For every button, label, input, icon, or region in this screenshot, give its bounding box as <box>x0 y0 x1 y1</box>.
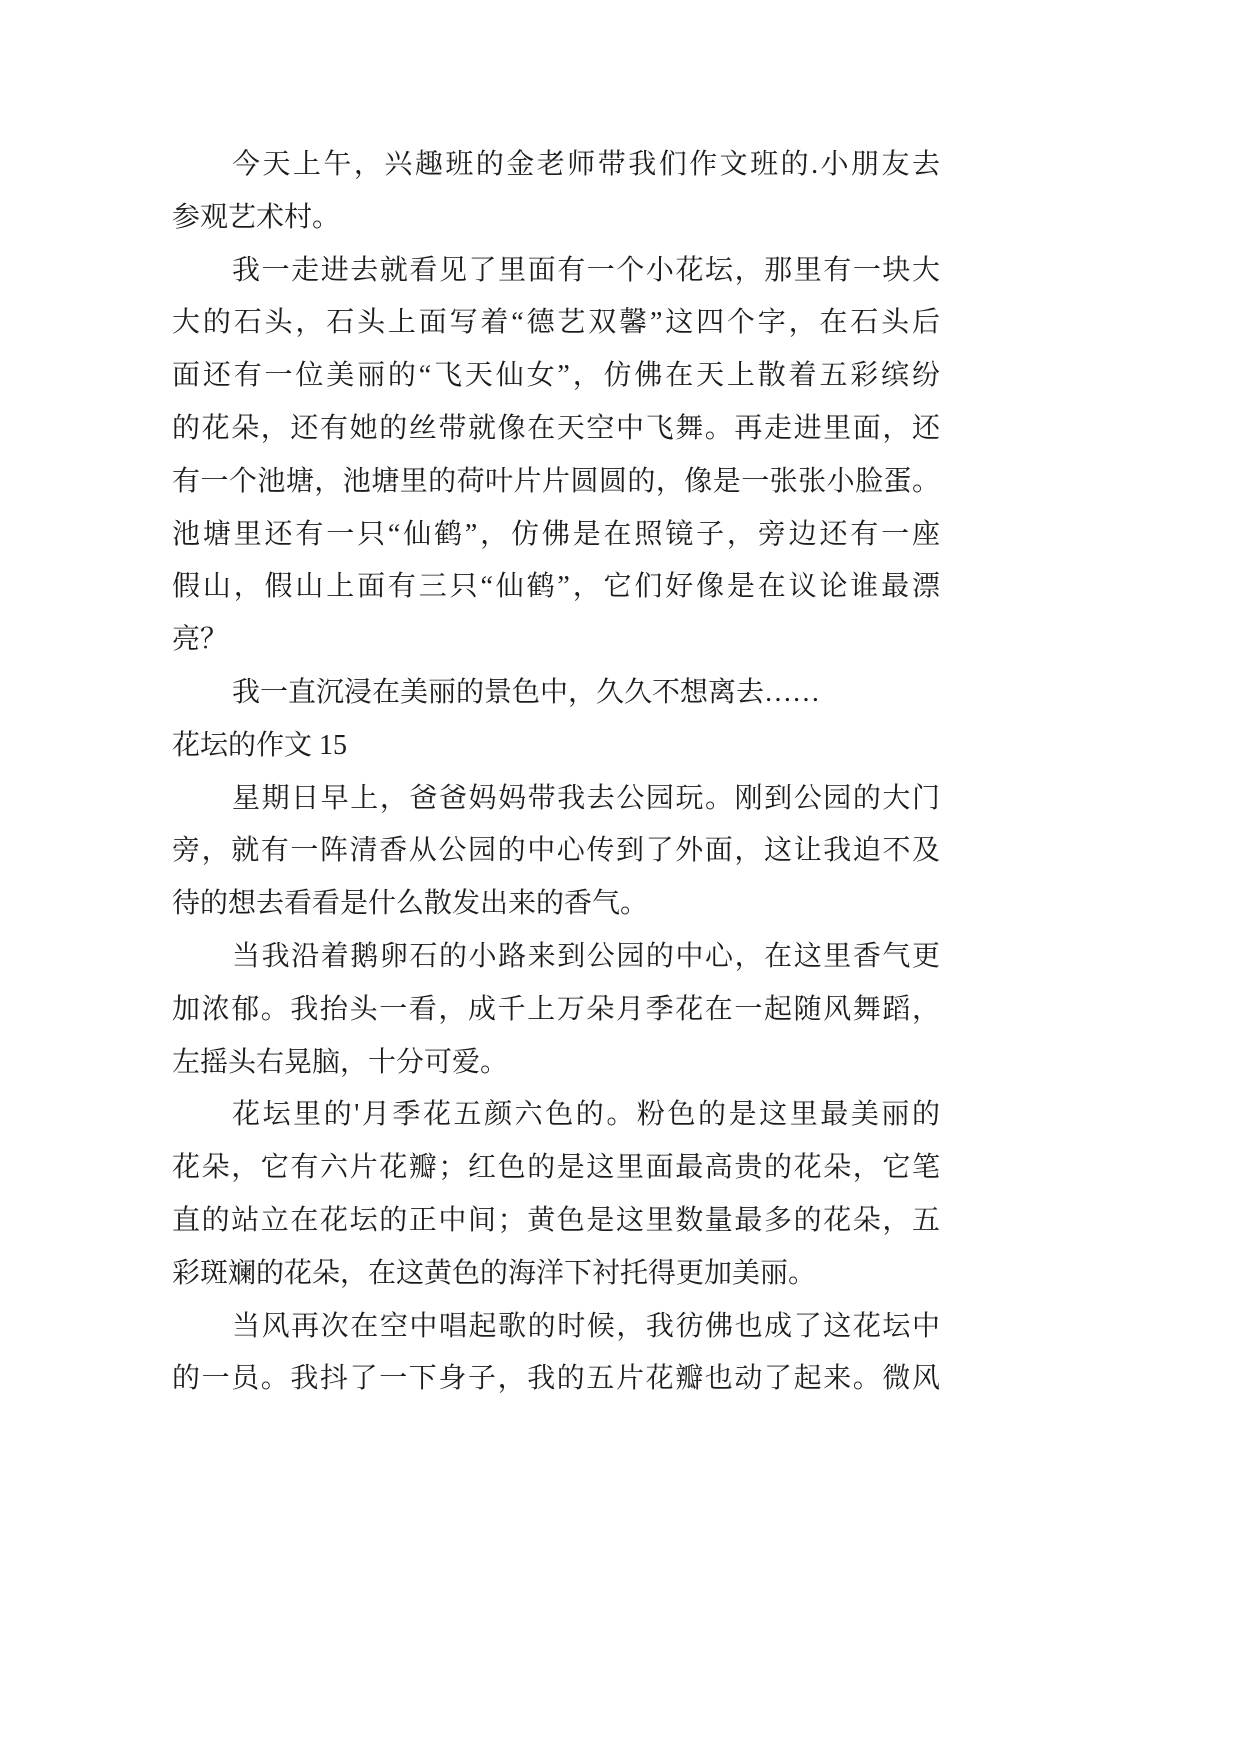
text-line: 当我沿着鹅卵石的小路来到公园的中心，在这里香气更 <box>232 940 940 972</box>
paragraph <box>172 1089 940 1300</box>
text-line: 面还有一位美丽的“飞天仙女”，仿佛在天上散着五彩缤纷 <box>172 360 940 392</box>
text-line: 左摇头右晃脑，十分可爱。 <box>172 1046 509 1078</box>
text-line: 假山，假山上面有三只“仙鹤”，它们好像是在议论谁最漂 <box>172 571 940 603</box>
essay-title: 花坛的作文 15 <box>172 729 348 761</box>
text-line: 有一个池塘，池塘里的荷叶片片圆圆的，像是一张张小脸蛋。 <box>172 465 940 497</box>
text-line: 彩斑斓的花朵，在这黄色的海洋下衬托得更加美丽。 <box>172 1257 817 1289</box>
paragraph <box>172 139 940 245</box>
paragraph <box>172 1301 940 1407</box>
text-line: 花坛里的'月季花五颜六色的。粉色的是这里最美丽的 <box>232 1099 940 1131</box>
document-body <box>172 139 940 1406</box>
paragraph <box>172 245 940 667</box>
text-line: 的花朵，还有她的丝带就像在天空中飞舞。再走进里面，还 <box>172 412 940 444</box>
text-line: 旁，就有一阵清香从公园的中心传到了外面，这让我迫不及 <box>172 835 940 867</box>
paragraph <box>172 931 940 1089</box>
text-line: 星期日早上，爸爸妈妈带我去公园玩。刚到公园的大门 <box>232 782 940 814</box>
text-line: 当风再次在空中唱起歌的时候，我彷佛也成了这花坛中 <box>232 1310 940 1342</box>
text-line: 加浓郁。我抬头一看，成千上万朵月季花在一起随风舞蹈， <box>172 993 940 1025</box>
text-line: 我一走进去就看见了里面有一个小花坛，那里有一块大 <box>232 254 940 286</box>
text-line: 今天上午，兴趣班的金老师带我们作文班的.小朋友去 <box>232 149 940 180</box>
text-line: 池塘里还有一只“仙鹤”，仿佛是在照镜子，旁边还有一座 <box>172 518 940 550</box>
paragraph <box>172 667 940 720</box>
text-line: 直的站立在花坛的正中间；黄色是这里数量最多的花朵，五 <box>172 1204 940 1236</box>
text-line: 参观艺术村。 <box>172 201 341 233</box>
text-line: 大的石头，石头上面写着“德艺双馨”这四个字，在石头后 <box>172 307 940 339</box>
text-line: 的一员。我抖了一下身子，我的五片花瓣也动了起来。微风 <box>172 1363 940 1395</box>
text-line: 花朵，它有六片花瓣；红色的是这里面最高贵的花朵，它笔 <box>172 1152 940 1184</box>
text-line: 待的想去看看是什么散发出来的香气。 <box>172 888 649 920</box>
text-line: 亮？ <box>172 624 229 656</box>
paragraph <box>172 773 940 931</box>
text-line: 我一直沉浸在美丽的景色中，久久不想离去…… <box>232 676 821 708</box>
